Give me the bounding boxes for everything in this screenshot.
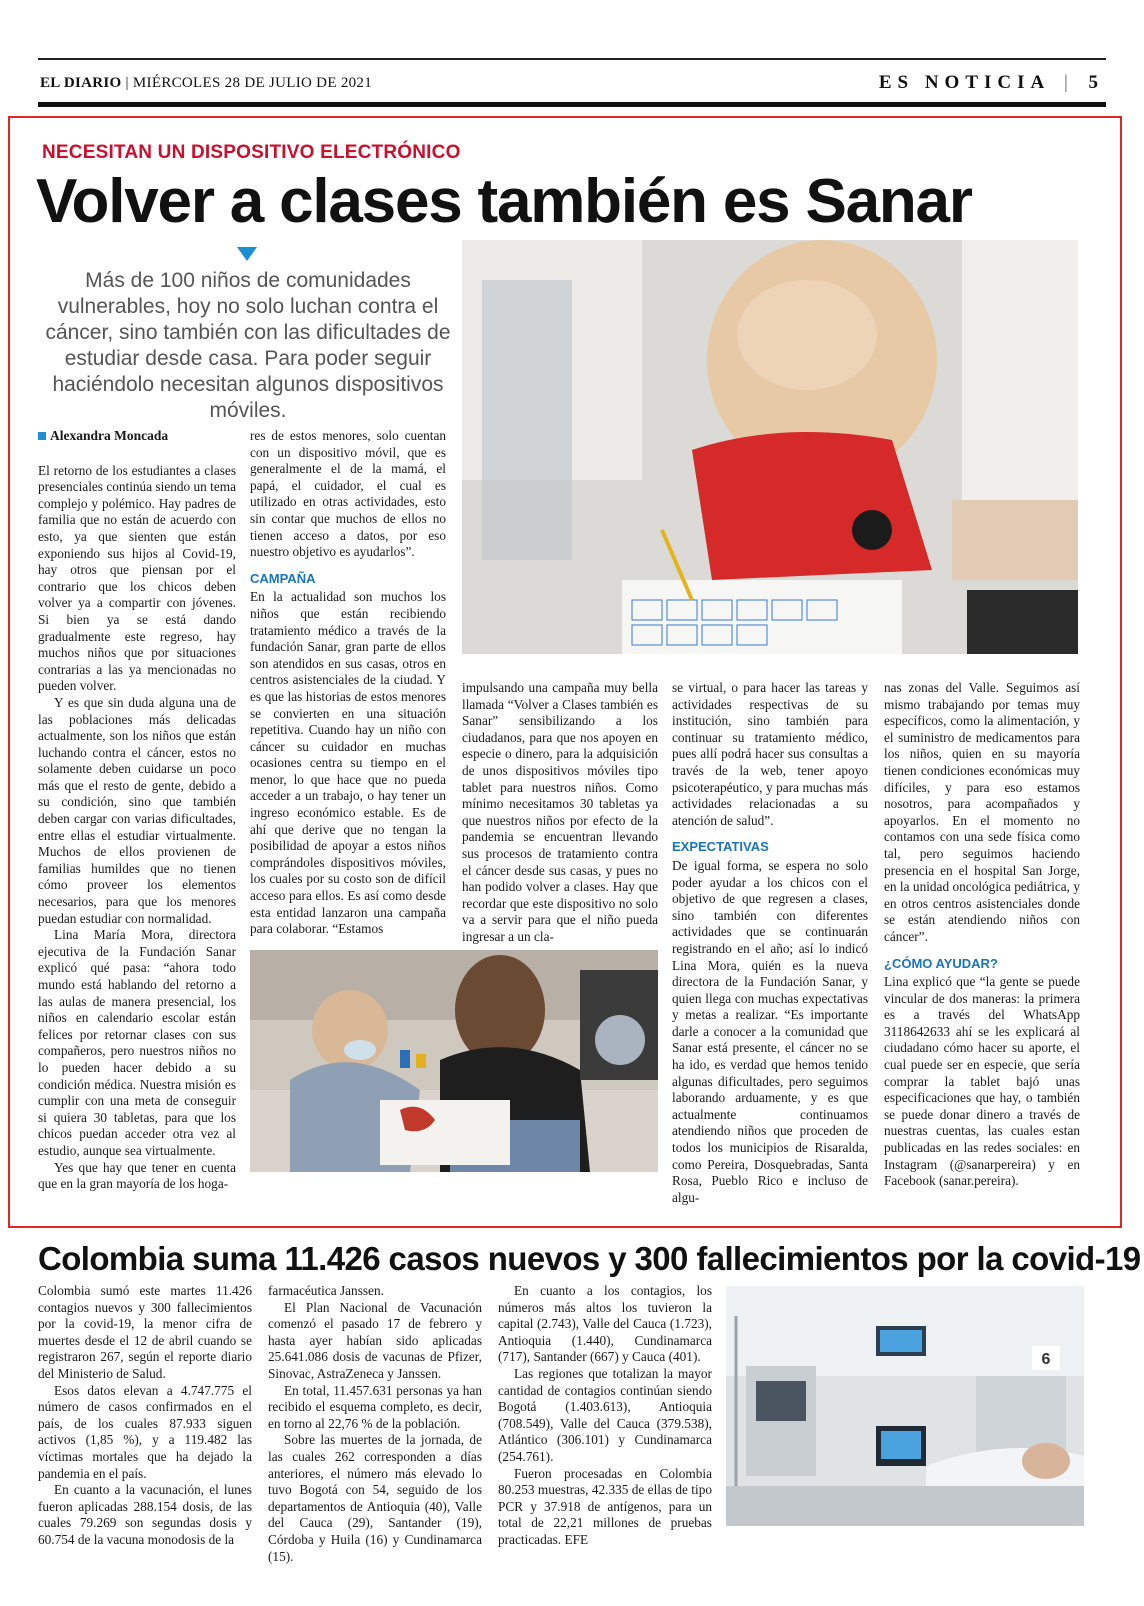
photo-hospital-icu <box>726 1286 1084 1526</box>
article2-column-3 <box>498 1283 712 1549</box>
paragraph: En la actualidad son muchos los niños que están recibiendo tratamiento médico a través de la fundación Sanar, gran parte de ellos son atendidos en sus casas, otros en centros asistenciales de la ciudad. Y es que las historias de estos menores se convierten en una situación repetitiva. Cuando hay un niño con cáncer su cuidador en muchas ocasiones centra su tiempo en el menor, lo que hace que no pueda acceder a un trabajo, o hay tener un ingreso económico estable. Es de ahí que derive que no tengan la posibilidad de apoyar a estos niños comprándoles dispositivos móviles, los cuales por su costo son de difícil acceso para ellos. Es así como desde esta entidad lanzaron una campaña para colaborar. “Estamos <box>250 589 446 937</box>
article-kicker: NECESITAN UN DISPOSITIVO ELECTRÓNICO <box>42 142 461 163</box>
paragraph: Y es que sin duda alguna una de las poblaciones más delicadas actualmente, son los niños que están luchando contra el cáncer, estos no solamente deben cuidarse un poco más que el resto de gente, debido a su condición, sino que también deben cargar con varias dificultades, entre ellas el estudiar virtualmente. Muchos de ellos provienen de familias humildes que no tienen cómo proveer los elementos necesarios, para que los menores puedan estudiar con normalidad. <box>38 694 236 926</box>
section-separator: | <box>1063 72 1074 93</box>
article2-column-2 <box>268 1283 482 1565</box>
byline-square-icon <box>38 432 46 440</box>
paragraph: Lina explicó que “la gente se puede vincular de dos maneras: la primera es a través del WhatsApp 3118642633 ahí se les explicará al ciudadano cómo hacer su aporte, el cual puede ser en especie, que sería comprar la tablet bajó unas especificaciones que hay, o también se puede donar dinero a través de nuestras cuentas, las cuales estan publicadas en las redes sociales: en Instagram (@sanarpereira) y en Facebook (sanar.pereira). <box>884 974 1080 1189</box>
paragraph: se virtual, o para hacer las tareas y actividades respectivas de su institución, sino también para continuar su tratamiento médico, pues allí podrá hacer sus consultas a través de la web, tener apoyo psicoterapéutico, y para muchas más actividades relacionadas a su atención de salud”. <box>672 680 868 828</box>
paragraph: Lina María Mora, directora ejecutiva de la Fundación Sanar explicó qué pasa: “ahora todo mundo está hablando del retorno a las aulas de manera presencial, los niños en calendario escolar están felices por retornar clases con sus compañeros, pero nuestros niños no lo pueden hacer debido a su condición médica. Nuestra misión es cumplir con una meta de conseguir si quiera 30 tabletas, para que los chicos puedan acceder otra vez al estudio, aunque sea virtualmente. <box>38 927 236 1158</box>
paragraph: Esos datos elevan a 4.747.775 el número de casos confirmados en el país, de los cuales 87.933 siguen activos (1,85 %), y a 119.482 las víctimas mortales que ha dejado la pandemia en el país. <box>38 1382 252 1481</box>
article2-headline: Colombia suma 11.426 casos nuevos y 300 fallecimientos por la covid-19 <box>38 1240 1141 1277</box>
article-headline: Volver a clases también es Sanar <box>36 167 972 236</box>
article-lead: Más de 100 niños de comunidades vulnerables, hoy no solo luchan contra el cáncer, sino también con las dificultades de estudiar desde casa. Para poder seguir haciéndolo necesitan algunos dispositivos móviles. <box>45 269 451 422</box>
paragraph: En total, 11.457.631 personas ya han recibido el esquema completo, es decir, en torno al 22,76 % de la población. <box>268 1382 482 1431</box>
paragraph: El retorno de los estudiantes a clases presenciales continúa siendo un tema complejo y polémico. Hay padres de familia que no están de acuerdo con esto, ya que sienten que están exponiendo sus hijos al Covid-19, hay otros que piensan por el contrario que los chicos deben volver ya a compartir con jóvenes. Si bien ya se está dando gradualmente este regreso, hay muchos niños que por situaciones contrarias a las ya mencionadas no pueden volver. <box>38 462 236 694</box>
triangle-marker-icon <box>237 247 257 261</box>
byline <box>38 428 236 445</box>
paragraph: En cuanto a los contagios, los números más altos los tuvieron la capital (2.743), Valle del Cauca (1.723), Antioquia (1.440), Cundinamarca (717), Santander (667) y Cauca (401). <box>498 1283 712 1365</box>
paper-name: EL DIARIO <box>40 74 122 91</box>
paragraph: Yes que hay que tener en cuenta que en la gran mayoría de los hoga- <box>38 1159 236 1192</box>
byline-author: Alexandra Moncada <box>50 428 169 443</box>
subhead-campana: CAMPAÑA <box>250 570 316 586</box>
bed-number-label: 6 <box>1041 1351 1051 1368</box>
paragraph: Fueron procesadas en Colombia 80.253 muestras, 42.335 de ellas de tipo PCR y 37.918 de antígenos, para un total de 22,21 millones de pruebas practicadas. EFE <box>498 1465 712 1547</box>
photo-child-drawing-illustration <box>462 240 1078 654</box>
photo-child-drawing <box>462 240 1078 654</box>
photo-children-painting-illustration <box>250 950 658 1172</box>
photo-children-painting <box>250 950 658 1172</box>
masthead-separator: | <box>125 74 129 91</box>
masthead-right <box>879 72 1104 94</box>
photo-hospital-icu-illustration <box>726 1286 1084 1526</box>
article2-column-1 <box>38 1283 252 1549</box>
paragraph: El Plan Nacional de Vacunación comenzó el pasado 17 de febrero y hasta ayer habían sido aplicadas 25.641.086 dosis de vacunas de Pfizer, Sinovac, AstraZeneca y Janssen. <box>268 1299 482 1381</box>
paragraph: De igual forma, se espera no solo poder ayudar a los chicos con el objetivo de que regresen a clases, sino también con diferentes actividades que se continuarán registrando en el año; así lo indicó Lina Mora, quién es la nueva directora de la Fundación Sanar, y quien llega con muchas expectativas y metas a realizar. “Es importante darle a conocer a la comunidad que Sanar está presente, el cáncer no se ha ido, es verdad que hemos tenido algunas dificultades, pero seguimos laborando arduamente, y es que actualmente continuamos atendiendo niños que proceden de todos los municipios de Risaralda, como Pereira, Dosquebradas, Santa Rosa, Pueblo Rico e incluso de algu- <box>672 857 868 1205</box>
masthead <box>40 70 1104 96</box>
paragraph: impulsando una campaña muy bella llamada “Volver a Clases también es Sanar” sensibilizando a los ciudadanos, para que nos apoyen en especie o dinero, para la adquisición de unos dispositivos móviles tipo tablet para nuestros niños. Como mínimo necesitamos 30 tabletas ya que nuestros niños por efecto de la pandemia se encuentran llevando sus procesos de tratamiento contra el cáncer desde sus casas, y pues no han podido volver a clases. Hay que recordar que este dispositivo no solo va a servir para que el niño pueda ingresar a un cla- <box>462 680 658 944</box>
article1-column-1 <box>38 428 236 1193</box>
paragraph: nas zonas del Valle. Seguimos así mismo trabajando por temas muy específicos, como la alimentación, y el suministro de medicamentos para los niños, quien en su mayoría tienen condiciones económicas muy difíciles, y para eso estamos nosotros, para acompañados y apoyarlos. En el momento no contamos con una sede física como tal, pero seguimos haciendo presencia en el hospital San Jorge, en la unidad oncológica pediátrica, y en otros centros asistenciales donde se están atendiendo niños con cáncer”. <box>884 680 1080 944</box>
article1-column-2 <box>250 428 446 938</box>
article1-column-4 <box>672 680 868 1206</box>
paragraph: En cuanto a la vacunación, el lunes fueron aplicadas 288.154 dosis, de las cuales 79.269 son segundas dosis y 60.754 de la vacuna monodosis de la <box>38 1482 252 1547</box>
article1-column-5 <box>884 680 1080 1190</box>
paragraph: Colombia sumó este martes 11.426 contagios nuevos y 300 fallecimientos por la covid-19, la menor cifra de muertes desde el 12 de abril cuando se registraron 267, según el reporte diario del Ministerio de Salud. <box>38 1283 252 1381</box>
paragraph: res de estos menores, solo cuentan con un dispositivo móvil, que es generalmente el de la mamá, el papá, el cuidador, el cual es utilizado en otras actividades, esto sin contar que muchos de ellos no tienen acceso a datos, por eso nuestro objetivo es ayudarlos”. <box>250 428 446 560</box>
subhead-como-ayudar: ¿CÓMO AYUDAR? <box>884 955 998 971</box>
masthead-top-rule <box>38 58 1106 60</box>
issue-date: MIÉRCOLES 28 DE JULIO DE 2021 <box>132 74 373 91</box>
section-name: ES NOTICIA <box>878 72 1050 93</box>
paragraph: farmacéutica Janssen. <box>268 1283 384 1298</box>
masthead-left <box>40 75 372 92</box>
article1-column-3 <box>462 680 658 946</box>
paragraph: Las regiones que totalizan la mayor cantidad de contagios continúan siendo Bogotá (1.403.613), Antioquia (708.549), Valle del Cauca (379.538), Atlántico (306.101) y Cundinamarca (254.761). <box>498 1365 712 1464</box>
paragraph: Sobre las muertes de la jornada, de las cuales 262 corresponden a días anteriores, el número más elevado lo tuvo Bogotá con 54, seguido de los departamentos de Antioquia (40), Valle del Cauca (29), Santander (19), Córdoba y Huila (16) y Cundinamarca (15). <box>268 1432 482 1564</box>
subhead-expectativas: EXPECTATIVAS <box>672 839 769 855</box>
masthead-bottom-rule <box>38 102 1106 107</box>
page-number: 5 <box>1088 72 1104 93</box>
